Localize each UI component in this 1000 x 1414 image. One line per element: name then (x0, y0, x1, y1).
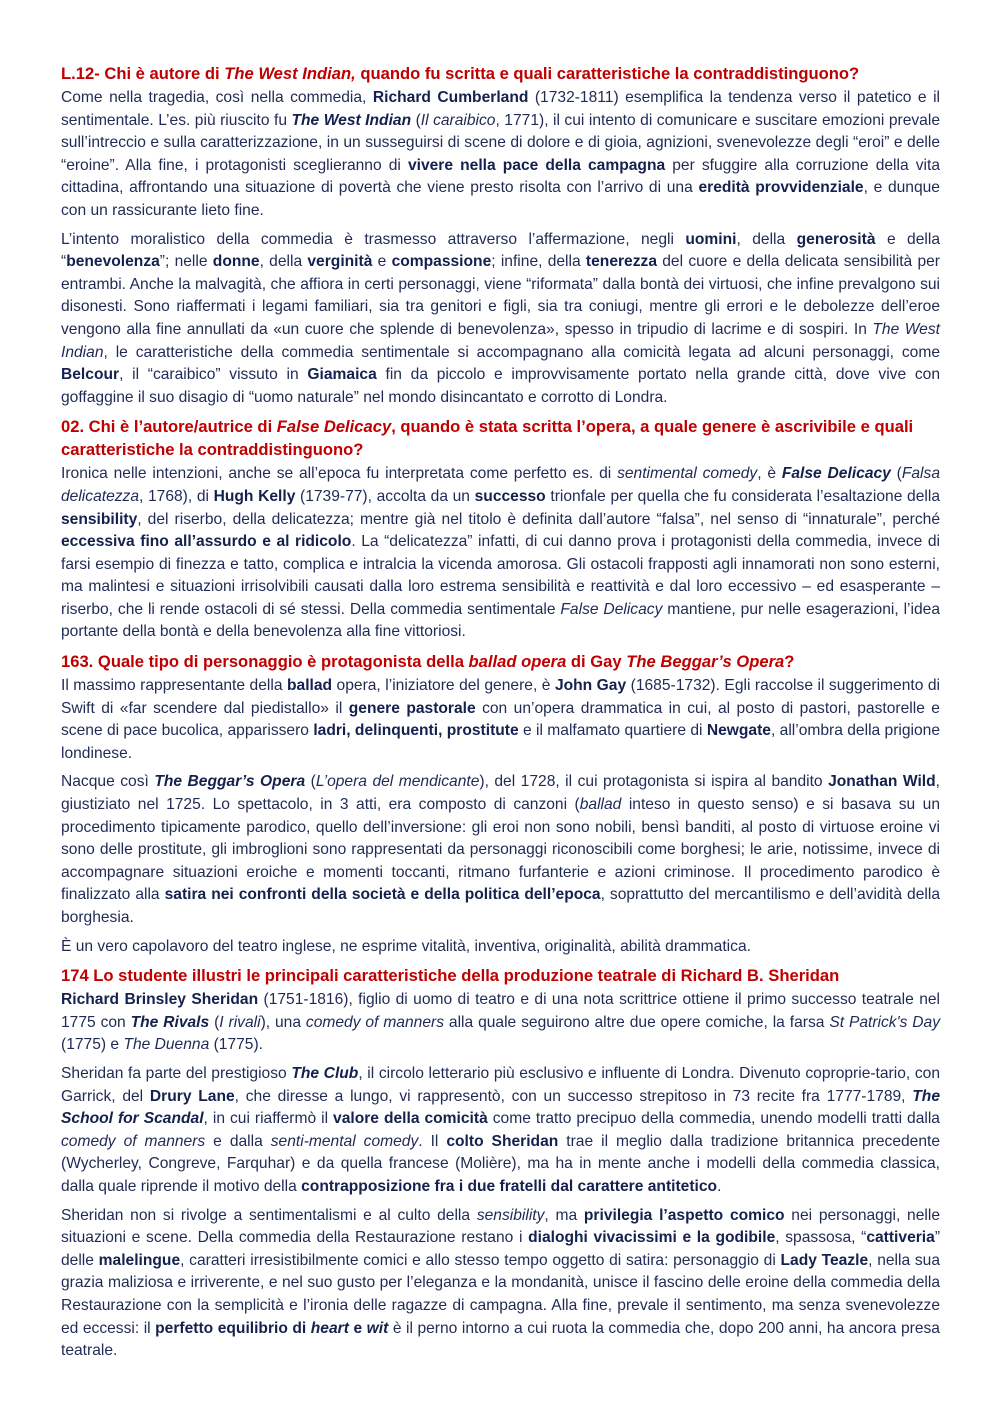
text-run: Come nella tragedia, così nella commedia, (61, 89, 373, 106)
text-run: The Duenna (123, 1036, 210, 1054)
text-run: dialoghi vivacissimi e la godibile (528, 1229, 776, 1247)
text-run: (1775) e (61, 1036, 124, 1054)
text-run: Jonathan Wild (828, 773, 936, 791)
text-run: (1775). (209, 1036, 263, 1054)
text-run: di Gay (566, 652, 627, 672)
text-run: ), del 1728, il cui protagonista si ispira al bandito (479, 773, 829, 791)
text-run: L’opera del mendicante (315, 773, 480, 791)
text-run: del cuore e della delicata sensibilità per entrambi. Anche la malvagità, che affiora in certi personaggi, viene “riformata” dalla bontà dei virtuosi, che infine prevalgono sui disonesti. Sono riaffermati i legami familiari, sia tra genitori e figli, sia tra coniugi, mentre gli errori e le debolezze dell’eroe vengono alla fine annullati da «un cuore che splende di benevolenza», spesso in tripudio di lacrime e di sospiri. In (61, 253, 941, 338)
text-run: , e dunque con un rassicurante lieto fine. (61, 179, 940, 219)
text-run: , in cui riaffermò il (203, 1110, 334, 1128)
text-run: Richard Cumberland (372, 89, 529, 106)
text-run: Hugh Kelly (213, 487, 296, 505)
text-run: 02. Chi è l’autore/autrice di (61, 417, 277, 437)
text-run: nei personaggi, nelle situazioni e scene. Della commedia della Restaurazione restano i (61, 1206, 940, 1247)
text-run: tenerezza (585, 253, 657, 271)
question-heading (61, 964, 940, 987)
question-heading (61, 415, 940, 461)
text-run: è il perno intorno a cui ruota la commedia che, dopo 200 anni, ha ancora presa teatrale. (61, 1319, 940, 1360)
text-run: ballad (287, 677, 333, 695)
question-heading (61, 650, 940, 673)
section-beggars-opera (61, 650, 940, 958)
text-run: con un’opera drammatica in cui, al posto di pastori, pastorelle e scene di pace bucolica, apparissero (61, 699, 940, 740)
text-run: ladri, delinquenti, prostitute (313, 722, 519, 740)
text-run: valore della comicità (333, 1110, 488, 1128)
text-run: genere pastorale (348, 699, 476, 717)
text-run: (1739-77), accolta da un (295, 487, 475, 505)
text-run: Sheridan fa parte del prestigioso (61, 1064, 292, 1082)
text-run: , le caratteristiche della commedia sentimentale si accompagnano alla comicità legata ad alcuni personaggi, come (103, 343, 940, 361)
question-heading (61, 62, 940, 85)
text-run: Belcour (61, 366, 120, 384)
paragraph (61, 675, 940, 765)
text-run: , spassosa, “ (775, 1229, 867, 1247)
text-run: , della (736, 230, 797, 248)
paragraph (61, 989, 940, 1057)
text-run: . (717, 1177, 722, 1195)
text-run: False Delicacy (560, 600, 663, 618)
text-run: ballad opera (468, 652, 567, 672)
text-run: e della “ (61, 230, 940, 271)
text-run: , che diresse a lungo, vi rappresentò, con un successo strepitoso in 73 recite fra 1777-1789, (234, 1087, 913, 1105)
text-run: 174 Lo studente illustri le principali caratteristiche della produzione teatrale di Richard B. Sheridan (61, 966, 840, 986)
text-run: John Gay (554, 677, 627, 695)
text-run: e (348, 1319, 367, 1337)
text-run: , giustiziato nel 1725. Lo spettacolo, in 3 atti, era composto di canzoni ( (61, 773, 941, 814)
text-run: I rivali (219, 1013, 261, 1031)
text-run: compassione (391, 253, 492, 271)
text-run: privilegia l’aspetto comico (583, 1206, 785, 1224)
section-sheridan (61, 964, 940, 1363)
text-run: sensibility (61, 510, 138, 528)
text-run: sensibility (476, 1206, 545, 1224)
text-run: The Beggar’s Opera (626, 652, 785, 672)
text-run: , il “caraibico” vissuto in (119, 366, 308, 384)
text-run: come tratto precipuo della commedia, unendo modelli tratti dalla (487, 1110, 940, 1128)
text-run: contrapposizione fra i due fratelli dal carattere antitetico (301, 1177, 718, 1195)
paragraph (61, 1205, 940, 1363)
text-run: Il massimo rappresentante della (61, 677, 287, 695)
text-run: trae il meglio dalla tradizione britannica precedente (Wycherley, Congreve, Farquhar) e da quella francese (Molière), ma ha in mente anche i modelli della commedia classica, dalla quale riprende il motivo della (61, 1132, 941, 1195)
text-run: ”; nelle (159, 253, 213, 271)
text-run: , 1771), il cui intento di comunicare e suscitare emozioni prevale sull’intreccio e sulla caratterizzazione, in un susseguirsi di scene di dolore e di gioia, agnizioni, svenevolezze degli “eroi” e delle “eroine”. Alla fine, i protagonisti sceglieranno di (61, 111, 940, 174)
text-run: satira nei confronti della società e della politica dell’epoca (164, 886, 601, 904)
text-run: e il malfamato quartiere di (518, 722, 707, 740)
text-run: comedy of manners (61, 1132, 206, 1150)
text-run: wit (366, 1319, 389, 1337)
text-run: successo (474, 487, 546, 505)
text-run: colto Sheridan (446, 1132, 559, 1150)
text-run: cattiveria (866, 1229, 935, 1247)
text-run: per sfuggire alla corruzione della vita cittadina, affrontando una situazione di povertà che viene presto risolta con l’arrivo di una (61, 156, 940, 197)
text-run: comedy of manners (305, 1013, 444, 1031)
text-run: L.12- Chi è autore di (61, 64, 225, 83)
text-run: , è (757, 465, 782, 483)
text-run: St Patrick's Day (829, 1013, 940, 1031)
text-run: The Club (291, 1064, 359, 1082)
text-run: senti-mental comedy (270, 1132, 419, 1150)
text-run: , nella sua grazia maliziosa e irriverente, e nel suo gusto per l’eleganza e la mondanità, unisce il fascino delle eroine della commedia della Restaurazione con la semplicità e l’ironia delle ragazze di campagna. Alla fine, prevale il sentimento, ma senza svenevolezze ed eccessi: il (61, 1251, 941, 1337)
text-run: e dalla (205, 1132, 271, 1150)
text-run: Richard Brinsley Sheridan (61, 991, 259, 1009)
text-run: È un vero capolavoro del teatro inglese, ne esprime vitalità, inventiva, originalità, abilità drammatica. (61, 937, 751, 955)
text-run: opera, l’iniziatore del genere, è (332, 677, 555, 695)
text-run: Ironica nelle intenzioni, anche se all’epoca fu interpretata come perfetto es. di (61, 465, 618, 483)
text-run: Il caraibico (420, 111, 496, 129)
text-run: The West Indian, (224, 64, 356, 83)
text-run: The West Indian (61, 320, 940, 361)
text-run: ballad (579, 796, 622, 814)
paragraph (61, 936, 940, 959)
text-run: ( (209, 1013, 220, 1031)
text-run: , all’ombra della prigione londinese. (61, 722, 941, 762)
text-run: ( (305, 773, 316, 791)
text-run: eredità provvidenziale (698, 179, 864, 197)
text-run: The Rivals (130, 1013, 210, 1031)
text-run: ( (411, 111, 421, 129)
text-run: generosità (796, 230, 876, 248)
text-run: Sheridan non si rivolge a sentimentalismi e al culto della (61, 1206, 477, 1224)
text-run: e (372, 253, 392, 271)
text-run: Falsa delicatezza (61, 465, 940, 505)
text-run: The Beggar’s Opera (154, 773, 306, 791)
section-false-delicacy (61, 415, 940, 644)
text-run: , del riserbo, della delicatezza; mentre già nel titolo è definita dall’autore “falsa”, nel senso di “innaturale”, perché (137, 510, 940, 528)
text-run: , ma (544, 1206, 584, 1224)
text-run: perfetto equilibrio di (155, 1319, 311, 1337)
text-run: , soprattutto del mercantilismo e dell’avidità della borghesia. (61, 886, 940, 926)
text-run: , quando è stata scritta l’opera, a quale genere è ascrivibile e quali caratteristiche la contraddistinguono? (61, 417, 914, 460)
text-run: ; infine, della (491, 253, 586, 271)
text-run: False Delicacy (781, 465, 891, 483)
text-run: (1685-1732). Egli raccolse il suggerimento di Swift di «far scendere dal piedistallo» il (61, 677, 941, 717)
text-run: . La “delicatezza” infatti, di cui danno prova i protagonisti della commedia, invece di farsi esempio di finezza e tatto, complica e intralcia la vicenda amorosa. Gli ostacoli frapposti agli innamorati non sono esterni, ma malintesi e situazioni irrisolvibili causati dalla loro estrema sensibilità e reattività e dal loro eccessivo – ed esasperante – riserbo, che li rende ostacoli di sé stessi. Della commedia sentimentale (61, 533, 940, 618)
text-run: , 1768), di (139, 487, 214, 505)
text-run: L’intento moralistico della commedia è trasmesso attraverso l’affermazione, negli (61, 230, 686, 248)
text-run: (1751-1816), figlio di uomo di teatro e di una nota scrittrice ottiene il primo successo teatrale nel 1775 con (61, 991, 941, 1031)
paragraph (61, 229, 940, 410)
text-run: donne (212, 253, 260, 271)
text-run: alla quale seguirono altre due opere comiche, la farsa (444, 1013, 830, 1031)
section-west-indian (61, 62, 940, 409)
text-run: vivere nella pace della campagna (407, 156, 666, 174)
text-run: mantiene, pur nelle esagerazioni, l’idea portante della bontà e della benevolenza alla fine vittoriosi. (61, 600, 941, 641)
text-run: inteso in questo senso) e si basava su un procedimento tipicamente parodico, quello dell’inversione: gli eroi non sono nobili, bensì banditi, al posto di virtuose eroine vi sono delle prostitute, gli imbroglioni sono rappresentati da personaggi riconoscibili come borghesi; le arie, notissime, invece di accompagnare situazioni eroiche e momenti toccanti, ritmano furfanterie e azioni criminose. Il procedimento parodico è finalizzato alla (61, 796, 940, 904)
text-run: verginità (307, 253, 373, 271)
text-run: Nacque così (61, 773, 155, 791)
text-run: ( (890, 465, 902, 483)
text-run: False Delicacy (276, 417, 392, 437)
text-run: Drury Lane (149, 1087, 235, 1105)
paragraph (61, 771, 940, 929)
text-run: Lady Teazle (780, 1251, 869, 1269)
text-run: . Il (418, 1132, 447, 1150)
text-run: eccessiva fino all’assurdo e al ridicolo (61, 533, 352, 551)
paragraph (61, 87, 940, 223)
text-run: The West Indian (291, 111, 412, 129)
text-run: The School for Scandal (61, 1087, 940, 1128)
text-run: , caratteri irresistibilmente comici e allo stesso tempo oggetto di satira: personaggio di (180, 1251, 781, 1269)
text-run: quando fu scritta e quali caratteristiche la contraddistinguono? (355, 64, 860, 83)
text-run: trionfale per quella che fu considerata l’esaltazione della (545, 487, 940, 505)
text-run: sentimental comedy (617, 465, 758, 483)
text-run: ” delle (61, 1229, 941, 1269)
text-run: heart (310, 1319, 349, 1337)
text-run: , il circolo letterario più esclusivo e influente di Londra. Divenuto coproprie-tario, con Garrick, del (61, 1064, 940, 1105)
text-run: ), una (260, 1013, 306, 1031)
text-run: Giamaica (307, 366, 377, 384)
paragraph (61, 1063, 940, 1199)
text-run: benevolenza (66, 253, 160, 271)
text-run: fin da piccolo e improvvisamente portato nella grande città, dove vive con goffaggine il suo disagio di “uomo naturale” nel mondo disincantato e corrotto di Londra. (61, 366, 940, 406)
text-run: 163. Quale tipo di personaggio è protagonista della (61, 652, 469, 672)
paragraph (61, 463, 940, 644)
text-run: (1732-1811) esemplifica la tendenza verso il patetico e il sentimentale. L’es. più riuscito fu (61, 89, 941, 129)
text-run: Newgate (706, 722, 771, 740)
text-run: , della (259, 253, 308, 271)
text-run: uomini (685, 230, 737, 248)
text-run: ? (784, 652, 795, 672)
text-run: malelingue (98, 1251, 181, 1269)
